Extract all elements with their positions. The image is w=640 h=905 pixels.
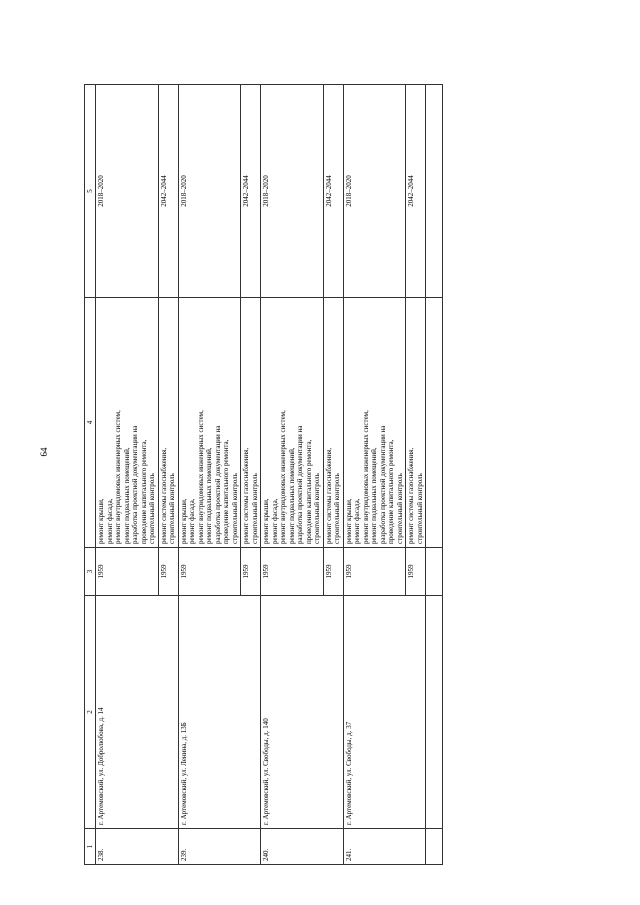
build-year-cell: 1959 [261,548,324,596]
build-year-cell: 1959 [323,548,343,596]
period-cell: 2018–2020 [261,85,324,298]
period-cell: 2018–2020 [343,85,406,298]
capital-repair-table [84,84,443,865]
address-cell: г. Артемовский, ул. Ленина, д. 13Б [178,596,261,829]
filler-cell [426,596,443,829]
period-cell: 2018–2020 [96,85,159,298]
rotated-table-container [84,85,560,865]
row-number: 238. [96,829,179,865]
period-cell: 2042–2044 [241,85,261,298]
period-cell: 2042–2044 [323,85,343,298]
table-header-row [85,85,96,865]
header-cell-4: 4 [85,298,96,548]
works-cell: ремонт системы газоснабжения, строительный контроль [406,298,426,548]
works-cell: ремонт крыши, ремонт фасада, ремонт внутридомовых инженерных систем, ремонт подвальных помещений, разработка проектной документации на проведение капитального ремонта, строительный контроль [343,298,406,548]
table-row [343,85,406,865]
page-number: 64 [39,447,49,457]
address-cell: г. Артемовский, ул. Свободы, д. 37 [343,596,426,829]
build-year-cell: 1959 [241,548,261,596]
table-row [178,85,241,865]
period-cell: 2018–2020 [178,85,241,298]
build-year-cell: 1959 [96,548,159,596]
filler-cell [426,829,443,865]
works-cell: ремонт системы газоснабжения, строительный контроль [158,298,178,548]
build-year-cell: 1959 [158,548,178,596]
header-cell-2: 2 [85,596,96,829]
build-year-cell: 1959 [178,548,241,596]
row-number: 241. [343,829,426,865]
filler-cell [426,85,443,298]
works-cell: ремонт крыши, ремонт фасада, ремонт внутридомовых инженерных систем, ремонт подвальных помещений, разработка проектной документации на проведение капитального ремонта, строительный контроль [96,298,159,548]
works-cell: ремонт системы газоснабжения, строительный контроль [241,298,261,548]
build-year-cell: 1959 [343,548,406,596]
filler-cell [426,548,443,596]
works-cell: ремонт системы газоснабжения, строительный контроль [323,298,343,548]
header-cell-1: 1 [85,829,96,865]
works-cell: ремонт крыши, ремонт фасада, ремонт внутридомовых инженерных систем, ремонт подвальных помещений, разработка проектной документации на проведение капитального ремонта, строительный контроль [261,298,324,548]
period-cell: 2042–2044 [406,85,426,298]
works-cell: ремонт крыши, ремонт фасада, ремонт внутридомовых инженерных систем, ремонт подвальных помещений, разработка проектной документации на проведение капитального ремонта, строительный контроль [178,298,241,548]
filler-cell [426,298,443,548]
row-number: 240. [261,829,344,865]
table-row [261,85,324,865]
address-cell: г. Артемовский, ул. Добролюбова, д. 14 [96,596,179,829]
header-cell-3: 3 [85,548,96,596]
row-number: 239. [178,829,261,865]
address-cell: г. Артемовский, ул. Свободы, д. 140 [261,596,344,829]
build-year-cell: 1959 [406,548,426,596]
table-row [96,85,159,865]
period-cell: 2042–2044 [158,85,178,298]
header-cell-5: 5 [85,85,96,298]
table-filler-row [426,85,443,865]
